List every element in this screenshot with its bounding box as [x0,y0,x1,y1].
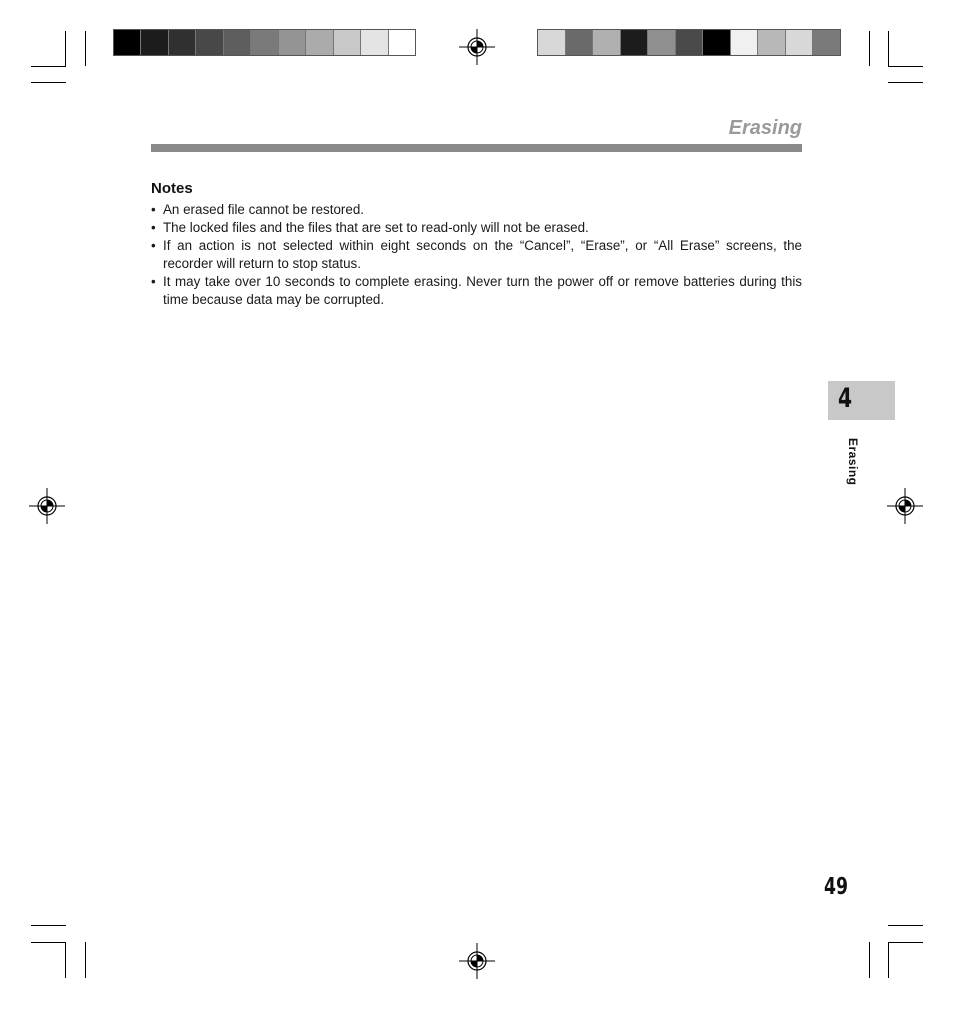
notes-heading: Notes [151,180,193,197]
color-swatch [593,30,621,55]
note-item: • The locked files and the files that are set to read-only will not be erased. [151,219,802,237]
color-swatch [813,30,840,55]
color-calibration-bar-left [113,29,416,56]
note-item: • It may take over 10 seconds to complete erasing. Never turn the power off or remove batteries during this time because data may be corrupted. [151,273,802,309]
color-swatch [141,30,168,55]
registration-target-icon [887,488,923,524]
color-swatch [169,30,196,55]
color-swatch [786,30,814,55]
registration-target-icon [29,488,65,524]
registration-target-icon [459,29,495,65]
color-swatch [114,30,141,55]
color-swatch [361,30,388,55]
chapter-number: 4 [838,383,853,414]
color-swatch [566,30,594,55]
chapter-side-label: Erasing [846,438,860,486]
color-swatch [224,30,251,55]
color-swatch [389,30,415,55]
color-swatch [251,30,278,55]
color-swatch [538,30,566,55]
color-swatch [703,30,731,55]
color-swatch [648,30,676,55]
color-swatch [621,30,649,55]
color-swatch [306,30,333,55]
header-rule [151,144,802,152]
page-number: 49 [824,874,849,900]
color-swatch [196,30,223,55]
section-title: Erasing [728,117,802,139]
registration-target-icon [459,943,495,979]
color-swatch [334,30,361,55]
color-swatch [731,30,759,55]
color-calibration-bar-right [537,29,841,56]
color-swatch [758,30,786,55]
color-swatch [676,30,704,55]
note-item: • If an action is not selected within eight seconds on the “Cancel”, “Erase”, or “All Erase” screens, the recorder will return to stop status. [151,237,802,273]
color-swatch [279,30,306,55]
notes-list [151,201,802,309]
note-item: • An erased file cannot be restored. [151,201,802,219]
